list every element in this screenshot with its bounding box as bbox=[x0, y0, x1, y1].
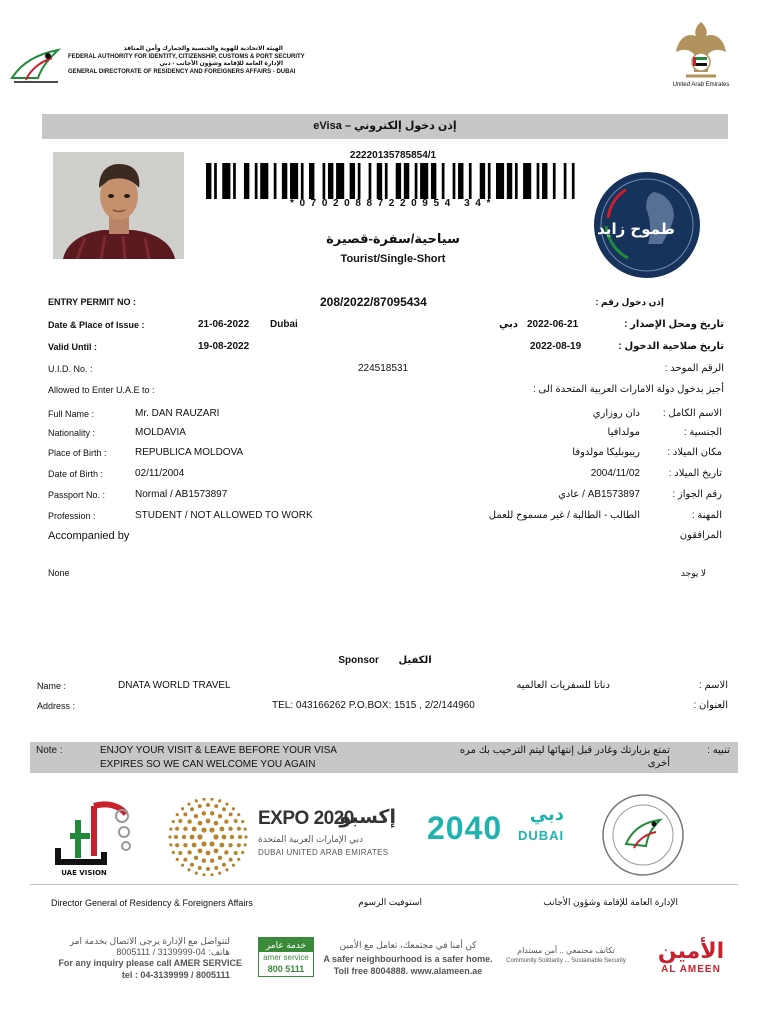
barcode-bar bbox=[523, 163, 531, 199]
sponsor-heading bbox=[300, 655, 470, 666]
sponsor-name-ar: دناتا للسفريات العالميه bbox=[516, 680, 610, 691]
barcode-bar bbox=[507, 163, 512, 199]
uae-eagle-emblem-icon bbox=[672, 18, 730, 84]
expo-dot bbox=[210, 873, 213, 876]
dubai-2040-number: 2040 bbox=[427, 810, 503, 846]
expo-dot bbox=[190, 863, 194, 867]
expo-dot bbox=[244, 835, 247, 838]
note-text-ar: تمتع بزيارتك وغادر قبل إنتهائها ليتم الترحيب بك مره أخرى bbox=[459, 745, 670, 769]
expo-dot bbox=[214, 804, 218, 808]
barcode-bar bbox=[260, 163, 268, 199]
alameen-logo-ar: الأمين bbox=[657, 938, 725, 963]
expo-dot bbox=[232, 807, 235, 810]
expo-dot bbox=[201, 841, 206, 846]
expo-dot bbox=[178, 851, 182, 855]
expo-dot bbox=[225, 868, 228, 871]
expo-dot bbox=[218, 856, 222, 860]
page-title: eVisa – إذن دخول إلكتروني bbox=[313, 120, 457, 132]
expo-dot bbox=[218, 872, 221, 875]
barcode-bar bbox=[572, 163, 575, 199]
profession-label-ar: المهنة : bbox=[691, 510, 722, 521]
barcode-bar bbox=[458, 163, 463, 199]
expo-dot bbox=[228, 827, 232, 831]
alameen-slogan-ar: كن أمنا في مجتمعك، تعامل مع الأمين bbox=[339, 940, 477, 950]
expo-dot bbox=[194, 856, 198, 860]
authority-name-ar: الهيئة الاتحادية للهوية والجنسية والجمارك وأمن المنافذ bbox=[123, 46, 283, 52]
residency-falcon-logo-icon bbox=[8, 44, 64, 88]
expo-dot bbox=[219, 827, 224, 832]
date-of-birth-label-ar: تاريخ الميلاد : bbox=[668, 468, 722, 479]
expo-dot bbox=[198, 866, 202, 870]
barcode-bar bbox=[282, 163, 287, 199]
nationality-ar: مولدافيا bbox=[607, 427, 640, 438]
barcode-bar bbox=[431, 163, 436, 199]
expo-dot bbox=[202, 798, 205, 801]
expo-dot bbox=[190, 807, 194, 811]
note-label: Note : bbox=[36, 745, 63, 756]
expo-dot bbox=[229, 812, 233, 816]
note-text-line2: EXPIRES SO WE CAN WELCOME YOU AGAIN bbox=[100, 759, 316, 770]
barcode-bar bbox=[350, 163, 355, 199]
expo-dot bbox=[210, 858, 214, 862]
expo-title: EXPO 2020 bbox=[258, 808, 354, 829]
full-name-ar: دان روزاري bbox=[592, 408, 640, 419]
accompanied-value: None bbox=[48, 568, 70, 578]
zayed-ambition-seal-icon bbox=[592, 170, 702, 280]
full-name-label: Full Name : bbox=[48, 409, 95, 419]
nationality-label: Nationality : bbox=[48, 428, 96, 438]
entry-permit-label: ENTRY PERMIT NO : bbox=[48, 297, 137, 307]
portrait-image bbox=[53, 152, 184, 259]
expo-dot bbox=[187, 868, 190, 871]
place-of-birth-ar: ريبوبليكا مولدوفا bbox=[572, 447, 640, 458]
barcode-bar bbox=[336, 163, 344, 199]
barcode-bar bbox=[469, 163, 472, 199]
passport-label: Passport No. : bbox=[48, 490, 106, 500]
sponsor-address-label: Address : bbox=[37, 701, 76, 711]
expo-dot bbox=[209, 827, 214, 832]
alameen-logo-en: AL AMEEN bbox=[661, 964, 721, 975]
barcode-bar bbox=[290, 163, 298, 199]
barcode-icon bbox=[206, 163, 580, 199]
footer-divider bbox=[30, 884, 738, 885]
expo-dot bbox=[206, 867, 210, 871]
expo-dot bbox=[198, 821, 203, 826]
expo-dot bbox=[175, 827, 179, 831]
accompanied-label: Accompanied by bbox=[48, 530, 130, 542]
issue-label-ar: تاريخ ومحل الإصدار : bbox=[624, 319, 724, 330]
expo-dot bbox=[244, 827, 247, 830]
expo-dot bbox=[192, 843, 197, 848]
barcode-bar bbox=[222, 163, 230, 199]
uae-vision-text: UAE VISION bbox=[61, 869, 107, 877]
expo-dot bbox=[210, 798, 213, 801]
expo-dot bbox=[187, 819, 191, 823]
expo-dot bbox=[176, 813, 179, 816]
expo-dot bbox=[244, 843, 247, 846]
uid-number: 224518531 bbox=[358, 363, 409, 374]
sponsor-heading-ar: الكفيل bbox=[398, 655, 432, 666]
barcode-bar bbox=[233, 163, 236, 199]
accompanied-label-ar: المرافقون bbox=[679, 530, 722, 541]
expo-dot bbox=[237, 827, 241, 831]
valid-until-date: 19-08-2022 bbox=[198, 341, 250, 352]
evisa-title-bar bbox=[42, 114, 728, 139]
expo-dot bbox=[195, 872, 198, 875]
expo-dot bbox=[214, 866, 218, 870]
barcode-bar bbox=[377, 163, 382, 199]
nationality-label-ar: الجنسية : bbox=[683, 427, 722, 438]
expo-dot bbox=[209, 841, 214, 846]
expo-dot bbox=[241, 851, 244, 854]
allowed-label: Allowed to Enter U.A.E to : bbox=[48, 385, 155, 395]
nationality: MOLDAVIA bbox=[135, 427, 186, 438]
expo-dot bbox=[225, 802, 228, 805]
expo-dot bbox=[197, 834, 202, 839]
expo-dot bbox=[222, 863, 226, 867]
expo-dot bbox=[206, 803, 210, 807]
barcode-bar bbox=[480, 163, 485, 199]
expo-dot bbox=[183, 812, 187, 816]
gdrfa-round-seal-icon bbox=[600, 792, 686, 878]
director-title-ar: الإدارة العامة للإقامة وشؤون الأجانب bbox=[543, 897, 678, 907]
barcode-number: 22220135785854/1 bbox=[349, 150, 437, 161]
fees-paid-ar: استوفيت الرسوم bbox=[358, 897, 422, 907]
expo-dot bbox=[176, 858, 179, 861]
profession-ar: الطالب - الطالبة / غير مسموح للعمل bbox=[488, 510, 640, 521]
barcode-bar bbox=[206, 163, 211, 199]
sponsor-heading-en: Sponsor bbox=[338, 655, 379, 666]
expo-dot bbox=[237, 843, 241, 847]
expo-dot bbox=[210, 811, 214, 815]
barcode-bar bbox=[274, 163, 277, 199]
expo-dot bbox=[218, 814, 222, 818]
expo-dot bbox=[183, 843, 187, 847]
directorate-name-ar: الإدارة العامة للإقامة وشؤون الأجانب - دبي bbox=[159, 61, 283, 67]
barcode-bar bbox=[488, 163, 491, 199]
passport-number: Normal / AB1573897 bbox=[135, 489, 228, 500]
expo-dot bbox=[228, 843, 232, 847]
expo-title-ar: إكسبو bbox=[339, 807, 396, 828]
expo-dot bbox=[198, 804, 202, 808]
valid-until-date-ar: 2022-08-19 bbox=[530, 341, 582, 352]
expo-dot bbox=[232, 864, 235, 867]
date-of-birth: 02/11/2004 bbox=[135, 468, 185, 479]
issue-place-ar: دبي bbox=[498, 319, 518, 330]
visa-type-en: Tourist/Single-Short bbox=[340, 253, 446, 265]
expo-dot bbox=[234, 819, 238, 823]
partner-logos bbox=[0, 790, 768, 880]
expo-subtitle-ar: دبي الإمارات العربية المتحدة bbox=[258, 834, 364, 844]
amer-logo-ar: خدمة عامر bbox=[259, 938, 313, 952]
barcode-bar bbox=[214, 163, 217, 199]
sponsor-name-label: Name : bbox=[37, 681, 67, 691]
barcode-bar bbox=[453, 163, 456, 199]
expo-dot bbox=[181, 807, 184, 810]
expo-dot bbox=[178, 819, 182, 823]
barcode-bar bbox=[323, 163, 326, 199]
entry-permit-label-ar: إذن دخول رقم : bbox=[595, 297, 664, 307]
amer-service-logo bbox=[258, 937, 314, 977]
issuing-authority bbox=[68, 46, 305, 76]
uae-vision-logo-icon bbox=[50, 796, 142, 878]
amer-contact-en-1: For any inquiry please call AMER SERVICE bbox=[58, 958, 242, 968]
full-name: Mr. DAN RAUZARI bbox=[135, 408, 220, 419]
expo-dot bbox=[183, 827, 187, 831]
expo-dot bbox=[234, 851, 238, 855]
expo-subtitle-en: DUBAI UNITED ARAB EMIRATES bbox=[258, 848, 389, 857]
issue-label: Date & Place of Issue : bbox=[48, 320, 145, 330]
dubai-2040-en: DUBAI bbox=[518, 828, 565, 843]
issue-place: Dubai bbox=[270, 319, 298, 330]
amer-contact-ar-2: هاتف: 04-3139999 / 8005111 bbox=[116, 947, 230, 957]
barcode-bar bbox=[301, 163, 304, 199]
profession: STUDENT / NOT ALLOWED TO WORK bbox=[135, 510, 313, 521]
expo-dot bbox=[202, 873, 205, 876]
issue-date: 21-06-2022 bbox=[198, 319, 250, 330]
expo-dot bbox=[172, 820, 175, 823]
amer-logo-number: 800 5111 bbox=[267, 964, 305, 974]
issue-date-ar: 2022-06-21 bbox=[527, 319, 579, 330]
sponsor-name: DNATA WORLD TRAVEL bbox=[118, 680, 231, 691]
expo-dot bbox=[183, 858, 187, 862]
expo-dot bbox=[195, 799, 198, 802]
passport-label-ar: رقم الجواز : bbox=[672, 489, 722, 500]
barcode-bar bbox=[420, 163, 428, 199]
expo-dot bbox=[182, 835, 186, 839]
expo-dot bbox=[169, 827, 172, 830]
expo-dot bbox=[168, 835, 171, 838]
expo-dot bbox=[187, 850, 191, 854]
expo-dot bbox=[202, 811, 206, 815]
expo-dot bbox=[222, 835, 227, 840]
note-text-line1: ENJOY YOUR VISIT & LEAVE BEFORE YOUR VISA bbox=[100, 745, 337, 756]
expo-dot bbox=[187, 802, 190, 805]
full-name-label-ar: الاسم الكامل : bbox=[662, 408, 722, 419]
expo-dot bbox=[224, 819, 228, 823]
expo-dot bbox=[172, 851, 175, 854]
expo-dot bbox=[214, 848, 219, 853]
barcode-bar bbox=[564, 163, 567, 199]
expo-dot bbox=[238, 835, 242, 839]
barcode-bar bbox=[537, 163, 540, 199]
expo-dot bbox=[213, 834, 218, 839]
barcode-bar bbox=[542, 163, 547, 199]
authority-name-en: FEDERAL AUTHORITY FOR IDENTITY, CITIZENSHIP, CUSTOMS & PORT SECURITY bbox=[68, 53, 305, 60]
expo-dot bbox=[229, 858, 233, 862]
amer-logo-en: amer service bbox=[263, 953, 309, 962]
allowed-label-ar: أجيز بدخول دولة الامارات العربية المتحدة الى : bbox=[532, 384, 724, 395]
emblem-caption: United Arab Emirates bbox=[672, 82, 730, 88]
alameen-slogan-en: A safer neighbourhood is a safer home. bbox=[323, 954, 493, 964]
note-bar bbox=[30, 742, 738, 773]
barcode-bar bbox=[415, 163, 418, 199]
valid-until-label-ar: تاريخ صلاحية الدخول : bbox=[618, 341, 724, 352]
expo-dot bbox=[230, 835, 234, 839]
entry-permit-number: 208/2022/87095434 bbox=[320, 295, 427, 309]
director-title-en: Director General of Residency & Foreigners Affairs bbox=[51, 898, 253, 908]
expo-dot bbox=[214, 821, 219, 826]
barcode-bar bbox=[255, 163, 258, 199]
expo-dot bbox=[202, 858, 206, 862]
passport-number-ar: AB1573897 / عادي bbox=[558, 489, 640, 500]
valid-until-label: Valid Until : bbox=[48, 342, 98, 352]
barcode-bar bbox=[358, 163, 361, 199]
expo-dot bbox=[241, 820, 244, 823]
uid-label-ar: الرقم الموحد : bbox=[664, 363, 724, 374]
barcode-bar bbox=[328, 163, 333, 199]
place-of-birth-label: Place of Birth : bbox=[48, 448, 107, 458]
accompanied-value-ar: لا يوجد bbox=[680, 568, 706, 578]
barcode-digits: *07020887220954 34* bbox=[290, 198, 496, 209]
expo-dot bbox=[190, 835, 195, 840]
amer-contact-en-2: tel : 04-3139999 / 8005111 bbox=[121, 970, 230, 980]
community-slogan-en: Community Solidarity ... Sustainable Security bbox=[506, 958, 626, 964]
expo-dot bbox=[194, 814, 198, 818]
barcode-bar bbox=[309, 163, 314, 199]
barcode-bar bbox=[385, 163, 388, 199]
alameen-tollfree: Toll free 8004888. www.alameen.ae bbox=[333, 966, 483, 976]
expo-dot bbox=[237, 858, 240, 861]
expo-dot bbox=[175, 843, 179, 847]
date-of-birth-label: Date of Birth : bbox=[48, 469, 104, 479]
expo-dot bbox=[206, 851, 211, 856]
expo-2020-medallion-icon bbox=[168, 798, 248, 876]
barcode-bar bbox=[553, 163, 556, 199]
date-of-birth-ar: 2004/11/02 bbox=[590, 468, 640, 479]
expo-dot bbox=[192, 827, 197, 832]
place-of-birth-label-ar: مكان الميلاد : bbox=[667, 447, 722, 458]
profession-label: Profession : bbox=[48, 511, 96, 521]
expo-dot bbox=[222, 807, 226, 811]
expo-dot bbox=[218, 799, 221, 802]
barcode-bar bbox=[369, 163, 372, 199]
barcode-bar bbox=[515, 163, 518, 199]
expo-dot bbox=[181, 864, 184, 867]
expo-dot bbox=[174, 835, 178, 839]
barcode-bar bbox=[404, 163, 409, 199]
expo-dot bbox=[224, 850, 228, 854]
sponsor-name-label-ar: الاسم : bbox=[698, 680, 728, 691]
barcode-bar bbox=[442, 163, 445, 199]
visa-type-ar: سياحية/سفرة-قصيرة bbox=[326, 231, 460, 246]
barcode-bar bbox=[244, 163, 249, 199]
uid-label: U.I.D. No. : bbox=[48, 364, 93, 374]
expo-dot bbox=[237, 813, 240, 816]
expo-dot bbox=[206, 819, 211, 824]
expo-dot bbox=[201, 827, 206, 832]
expo-dot bbox=[198, 848, 203, 853]
barcode-bar bbox=[496, 163, 504, 199]
place-of-birth: REPUBLICA MOLDOVA bbox=[135, 447, 244, 458]
note-label-ar: تنبيه : bbox=[707, 745, 730, 756]
seal-text: طموح زايد bbox=[597, 220, 675, 238]
community-slogan-ar: تكاتف مجتمعي .. أمن مستدام bbox=[517, 946, 615, 955]
dubai-2040-ar: دبي bbox=[529, 804, 564, 824]
sponsor-address-label-ar: العنوان : bbox=[693, 700, 728, 711]
barcode-bar bbox=[396, 163, 401, 199]
holder-photo bbox=[53, 152, 184, 259]
expo-dot bbox=[169, 843, 172, 846]
sponsor-address: TEL: 043166262 P.O.BOX: 1515 , 2/2/144960 bbox=[272, 700, 475, 711]
expo-dot bbox=[219, 843, 224, 848]
directorate-name-en: GENERAL DIRECTORATE OF RESIDENCY AND FOREIGNERS AFFAIRS - DUBAI bbox=[68, 68, 296, 75]
amer-contact-ar-1: لتتواصل مع الإدارة يرجى الاتصال بخدمة امر bbox=[69, 936, 230, 946]
